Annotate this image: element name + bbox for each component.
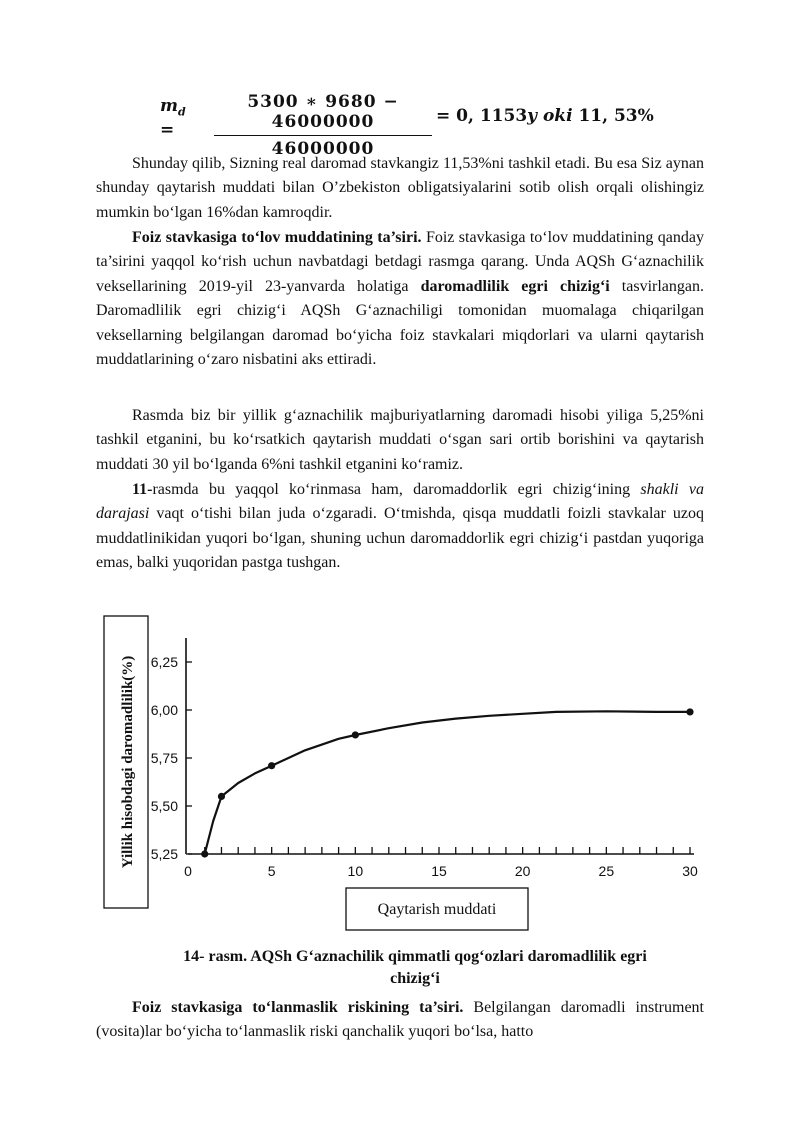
yield-curve-svg [96, 612, 716, 942]
x-tick-label: 25 [598, 863, 615, 879]
chart-series [201, 708, 693, 857]
yield-formula [160, 92, 700, 159]
yield-curve-line [205, 711, 690, 854]
data-point [686, 708, 693, 715]
x-axis-label: Qaytarish muddati [377, 901, 497, 918]
x-tick-label: 5 [267, 863, 276, 879]
data-point [352, 731, 359, 738]
data-point [218, 793, 225, 800]
chart-axes [151, 638, 698, 879]
y-tick-label: 5,75 [150, 750, 178, 766]
data-point [201, 850, 208, 857]
figure-caption [120, 946, 710, 990]
paragraph-figure-description: Rasmda biz bir yillik g‘aznachilik majburiyatlarning daromadi hisobi yiliga 5,25%ni tashkil etganini, bu ko‘rsatkich qaytarish muddati o‘sgan sari ortib borishini va qaytarish muddati 30 yil bo‘lganda 6%ni tashkil etganini ko‘ramiz. [96, 407, 704, 473]
x-tick-label: 15 [431, 863, 447, 879]
formula-equals: = [160, 120, 175, 140]
caption-line-2: chizig‘i [390, 970, 440, 987]
x-tick-label: 0 [184, 863, 192, 879]
formula-denominator: 46000000 [271, 139, 375, 159]
fraction-bar [214, 135, 432, 136]
formula-numerator: 5300 ∗ 9680 − 46000000 [247, 92, 399, 132]
formula-fraction [214, 92, 432, 159]
formula-result: = 0, 1153y oki 11, 53% [436, 106, 654, 126]
yield-curve-chart [96, 612, 716, 942]
x-tick-label: 10 [347, 863, 364, 879]
y-tick-label: 6,25 [150, 654, 178, 670]
x-tick-label: 20 [514, 863, 531, 879]
y-axis-label: Yillik hisobdagi daromadlilik(%) [120, 655, 136, 869]
paragraph-real-rate: Shunday qilib, Sizning real daromad stavkangiz 11,53%ni tashkil etadi. Bu esa Siz aynan shunday qaytarish muddati bilan O’zbekiston obligatsiyalarini sotib olish orqali olishingiz mumkin bo‘lgan 16%dan kamroqdir. [96, 155, 704, 221]
caption-line-1: 14- rasm. AQSh G‘aznachilik qimmatli qog‘ozlari daromadlilik egri [183, 948, 647, 965]
y-tick-label: 5,25 [150, 846, 178, 862]
x-tick-label: 30 [682, 863, 698, 879]
paragraph-default-risk: Foiz stavkasiga to‘lanmaslik riskining ta’siri. Belgilangan daromadli instrument (vosita)lar bo‘yicha to‘lanmaslik riski qanchalik yuqori bo‘lsa, hatto [96, 999, 704, 1041]
paragraph-maturity-effect: Foiz stavkasiga to‘lov muddatining ta’siri. Foiz stavkasiga to‘lov muddatining qanday ta’sirini yaqqol ko‘rish uchun navbatdagi betdagi rasmga qarang. Unda AQSh G‘aznachilik veksellarining 2019-yil 23-yanvarda holatiga daromadlilik egri chizig‘i tasvirlangan. Daromadlilik egri chizig‘i AQSh G‘aznachiligi tomonidan muomalaga chiqarilgan veksellarning belgilangan daromad bo‘yicha foiz stavkalari miqdorlari va ularni qaytarish muddatlarining o‘zaro nisbatini aks ettiradi. [96, 229, 705, 369]
paragraph-curve-shape: 11-rasmda bu yaqqol ko‘rinmasa ham, daromaddorlik egri chizig‘ining shakli va darajasi vaqt o‘tishi bilan juda o‘zgaradi. O‘tmishda, qisqa muddatli foizli stavkalar uzoq muddatlinikidan yuqori bo‘lgan, shuning uchun daromaddorlik egri chizig‘i pastdan yuqoriga emas, balki yuqoridan pastga tushgan. [96, 481, 704, 572]
data-point [268, 762, 275, 769]
y-tick-label: 5,50 [150, 798, 178, 814]
formula-lhs: $m_d$ [160, 96, 186, 119]
y-tick-label: 6,00 [150, 702, 178, 718]
